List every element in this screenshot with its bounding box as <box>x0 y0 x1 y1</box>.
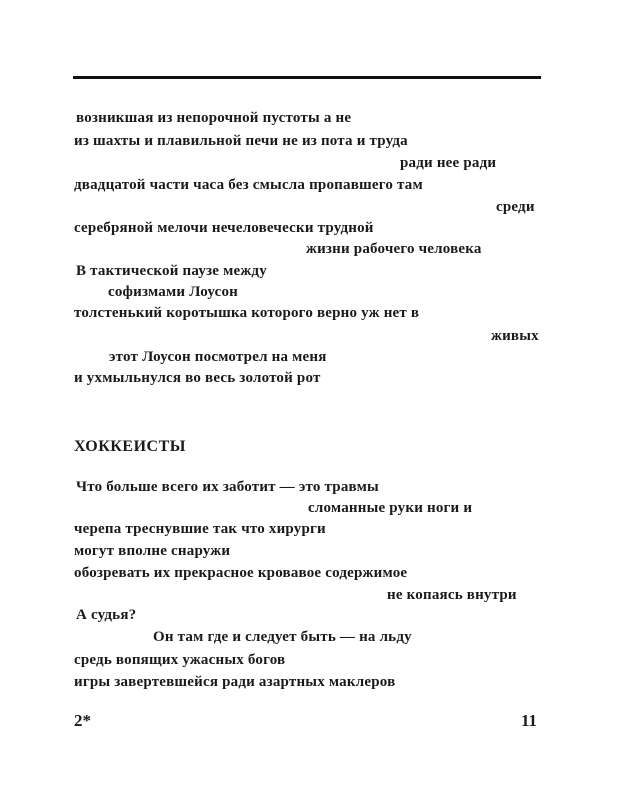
poem-line: Что больше всего их заботит — это травмы <box>76 479 379 495</box>
page-number: 11 <box>521 711 538 730</box>
poem-line: игры завертевшейся ради азартных маклеров <box>74 674 396 690</box>
poem-line: черепа треснувшие так что хирурги <box>74 521 326 537</box>
poem-line: серебряной мелочи нечеловечески трудной <box>74 220 374 236</box>
poem-line: и ухмыльнулся во весь золотой рот <box>74 370 321 386</box>
poem-line: софизмами Лоусон <box>108 284 238 300</box>
poem-line: могут вполне снаружи <box>74 543 231 559</box>
poem-line: В тактической паузе между <box>76 263 267 279</box>
top-rule <box>73 76 541 79</box>
poem-line: живых <box>491 328 539 344</box>
poem-line: толстенький коротышка которого верно уж нет в <box>74 305 420 321</box>
poem-line: ради нее ради <box>400 155 497 171</box>
poem-line: не копаясь внутри <box>387 587 517 603</box>
poem-line: среди <box>496 199 535 215</box>
poem-line: средь вопящих ужасных богов <box>74 652 286 668</box>
poem-line: обозревать их прекрасное кровавое содержимое <box>74 565 408 581</box>
poem-line: А судья? <box>76 607 137 623</box>
poem-line: из шахты и плавильной печи не из пота и труда <box>74 133 408 149</box>
poem-line: возникшая из непорочной пустоты а не <box>76 110 352 126</box>
poem-line: жизни рабочего человека <box>306 241 482 257</box>
poem-line: Он там где и следует быть — на льду <box>153 629 412 645</box>
poem-line: двадцатой части часа без смысла пропавшего там <box>74 177 423 193</box>
poem-line: сломанные руки ноги и <box>308 500 473 516</box>
poem-line: этот Лоусон посмотрел на меня <box>109 349 327 365</box>
poem-title: ХОККЕИСТЫ <box>74 438 186 455</box>
signature-mark: 2* <box>74 711 91 730</box>
